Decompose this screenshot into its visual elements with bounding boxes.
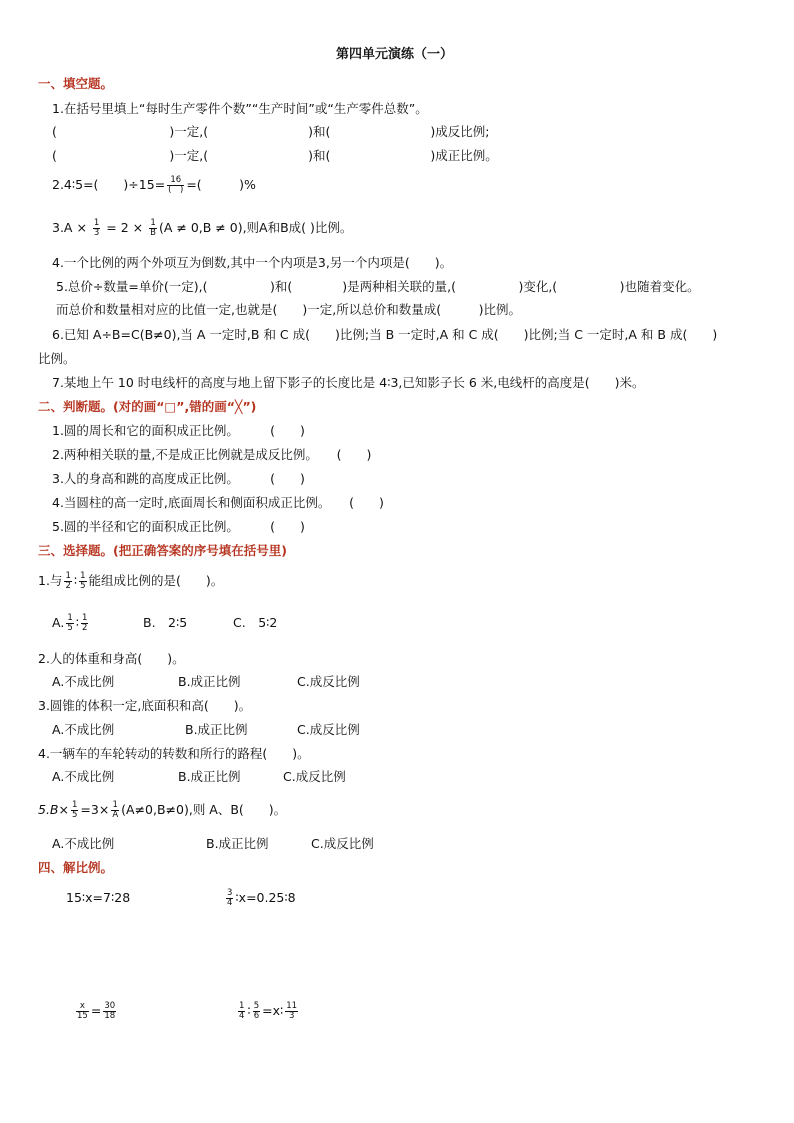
- choice-q1-prefix: 1.与: [38, 573, 63, 588]
- fill-question-6-line-1: 6.已知 A÷B=C(B≠0),当 A 一定时,B 和 C 成( )比例;当 B 一定时,A 和 C 成( )比例;当 C 一定时,A 和 B 成( ): [52, 327, 718, 342]
- solve-e2-num: 3: [227, 888, 233, 898]
- choice-q1-f1-num: 1: [65, 571, 71, 581]
- choice-q1-option-b: B. 2∶5: [143, 615, 188, 630]
- choice-q3-option-c: C.成反比例: [297, 722, 360, 737]
- solve-e4-den-2: 6: [253, 1011, 260, 1021]
- solve-e2-den: 4: [227, 898, 233, 908]
- choice-q1-colon: ∶: [73, 573, 78, 588]
- choice-q5-option-b: B.成正比例: [206, 836, 269, 851]
- fill-q3-prefix: 3.A ×: [52, 220, 91, 235]
- choice-q4-option-b: B.成正比例: [178, 769, 241, 784]
- choice-question-2: 2.人的体重和身高( )。: [38, 651, 185, 666]
- solve-e3-den-2: 18: [104, 1011, 116, 1021]
- judge-item: 1.圆的周长和它的面积成正比例。 ( ): [52, 423, 305, 438]
- judge-item: 5.圆的半径和它的面积成正比例。 ( ): [52, 519, 305, 534]
- choice-q1-a-fraction-1: [66, 614, 73, 633]
- choice-q3-option-b: B.成正比例: [185, 722, 248, 737]
- section-solve-heading: 四、解比例。: [38, 860, 114, 875]
- fill-q3-suffix: (A ≠ 0,B ≠ 0),则A和B成( )比例。: [158, 220, 353, 235]
- choice-q1-fraction-2: [79, 572, 86, 591]
- choice-q5-option-a: A.不成比例: [52, 836, 115, 851]
- fill-q2-fraction: [167, 176, 184, 195]
- fill-q2-numerator: 16: [167, 176, 184, 186]
- fill-question-3: [52, 219, 352, 238]
- choice-q1-f1-den: 2: [65, 581, 71, 591]
- fill-q3-middle: = 2 ×: [102, 220, 148, 235]
- choice-q1-option-c: C. 5∶2: [233, 615, 278, 630]
- fill-q2-suffix: =( )%: [186, 177, 256, 192]
- choice-q1-option-a: [52, 614, 90, 633]
- solve-equation-3: [74, 1002, 118, 1021]
- choice-question-3: 3.圆锥的体积一定,底面积和高( )。: [38, 698, 252, 713]
- section-judge-heading: 二、判断题。(对的画“□”,错的画“╳”): [38, 399, 257, 414]
- solve-equation-1: 15∶x=7∶28: [66, 890, 131, 905]
- solve-e3-fraction-1: [76, 1002, 89, 1021]
- fill-question-6-line-2: 比例。: [38, 351, 76, 366]
- judge-item: 3.人的身高和跳的高度成正比例。 ( ): [52, 471, 305, 486]
- fill-q3-f1-den: 3: [93, 228, 100, 238]
- choice-question-5: [38, 801, 286, 820]
- choice-q5-f2-den: A: [112, 810, 119, 820]
- choice-q5-middle: =3×: [80, 802, 110, 817]
- solve-e4-fraction-1: [238, 1002, 245, 1021]
- fill-q3-f2-den: B: [150, 228, 156, 238]
- choice-q4-option-c: C.成反比例: [283, 769, 346, 784]
- solve-e2-fraction: [226, 889, 233, 908]
- solve-e3-num-2: 30: [104, 1001, 116, 1011]
- fill-q2-denominator: ( ): [168, 185, 184, 195]
- solve-e4-middle: =x∶: [262, 1003, 284, 1018]
- choice-q1-a-f2-den: 2: [82, 623, 88, 633]
- fill-question-5-line-1: 5.总价÷数量=单价(一定),( )和( )是两种相关联的量,( )变化,( )也随着变化。: [56, 279, 700, 294]
- choice-q5-option-c: C.成反比例: [311, 836, 374, 851]
- choice-q1-a-f1-num: 1: [67, 613, 73, 623]
- choice-q1-f2-den: 5: [80, 581, 86, 591]
- choice-q1-suffix: 能组成比例的是( )。: [88, 573, 224, 588]
- fill-question-1-line-b: ( )一定,( )和( )成正比例。: [52, 148, 498, 163]
- choice-q5-fraction-1: [71, 801, 78, 820]
- solve-e3-equals: =: [90, 1003, 102, 1018]
- fill-question-4: 4.一个比例的两个外项互为倒数,其中一个内项是3,另一个内项是( )。: [52, 255, 453, 270]
- solve-e4-num-3: 11: [286, 1001, 298, 1011]
- choice-question-1: [38, 572, 223, 591]
- choice-q1-a-colon: ∶: [75, 615, 79, 630]
- choice-q5-f1-num: 1: [71, 800, 78, 810]
- solve-e3-den-1: 15: [77, 1011, 88, 1021]
- choice-q5-fraction-2: [111, 801, 119, 820]
- choice-q2-option-a: A.不成比例: [52, 674, 115, 689]
- section-choice-heading: 三、选择题。(把正确答案的序号填在括号里): [38, 543, 287, 558]
- solve-e4-fraction-3: [285, 1002, 298, 1021]
- judge-item: 4.当圆柱的高一定时,底面周长和侧面积成正比例。 ( ): [52, 495, 384, 510]
- fill-q3-f1-num: 1: [93, 218, 100, 228]
- choice-q1-a-prefix: A.: [52, 615, 65, 630]
- fill-question-7: 7.某地上午 10 时电线杆的高度与地上留下影子的长度比是 4∶3,已知影子长 6 米,电线杆的高度是( )米。: [52, 375, 645, 390]
- solve-e4-fraction-2: [253, 1002, 260, 1021]
- choice-q1-f2-num: 1: [80, 571, 86, 581]
- fill-q3-fraction-1: [93, 219, 100, 238]
- solve-e2-suffix: ∶x=0.25∶8: [235, 890, 296, 905]
- solve-e4-den-1: 4: [239, 1011, 245, 1021]
- solve-e3-fraction-2: [103, 1002, 116, 1021]
- choice-q2-option-c: C.成反比例: [297, 674, 360, 689]
- solve-e4-colon: ∶: [247, 1003, 251, 1018]
- solve-equation-2: [224, 889, 296, 908]
- solve-e4-num-1: 1: [239, 1001, 245, 1011]
- solve-equation-4: [236, 1002, 300, 1021]
- page-title: 第四单元演练（一）: [336, 47, 454, 62]
- choice-q5-suffix: (A≠0,B≠0),则 A、B( )。: [121, 802, 287, 817]
- choice-q4-option-a: A.不成比例: [52, 769, 115, 784]
- choice-q5-f2-num: 1: [112, 800, 118, 810]
- solve-e3-num-1: x: [76, 1002, 89, 1012]
- choice-q1-a-fraction-2: [81, 614, 88, 633]
- choice-q3-option-a: A.不成比例: [52, 722, 115, 737]
- fill-question-1: 1.在括号里填上“每时生产零件个数”“生产时间”或“生产零件总数”。: [52, 101, 428, 116]
- fill-q2-prefix: 2.4∶5=( )÷15=: [52, 177, 166, 192]
- fill-question-5-line-2: 而总价和数量相对应的比值一定,也就是( )一定,所以总价和数量成( )比例。: [56, 302, 521, 317]
- choice-q5-prefix: 5.B×: [38, 802, 69, 817]
- fill-question-2: [52, 176, 256, 195]
- fill-q3-f2-num: 1: [150, 218, 156, 228]
- fill-question-1-line-a: ( )一定,( )和( )成反比例;: [52, 124, 490, 139]
- choice-q1-fraction-1: [64, 572, 71, 591]
- choice-q2-option-b: B.成正比例: [178, 674, 241, 689]
- choice-q1-a-f2-num: 1: [82, 613, 88, 623]
- choice-q5-f1-den: 5: [71, 810, 78, 820]
- choice-question-4: 4.一辆车的车轮转动的转数和所行的路程( )。: [38, 746, 310, 761]
- solve-e4-den-3: 3: [288, 1011, 295, 1021]
- choice-q1-a-f1-den: 5: [67, 623, 73, 633]
- judge-item: 2.两种相关联的量,不是成正比例就是成反比例。 ( ): [52, 447, 372, 462]
- section-fill-heading: 一、填空题。: [38, 76, 114, 91]
- fill-q3-fraction-2: [149, 219, 157, 238]
- solve-e4-num-2: 5: [253, 1001, 260, 1011]
